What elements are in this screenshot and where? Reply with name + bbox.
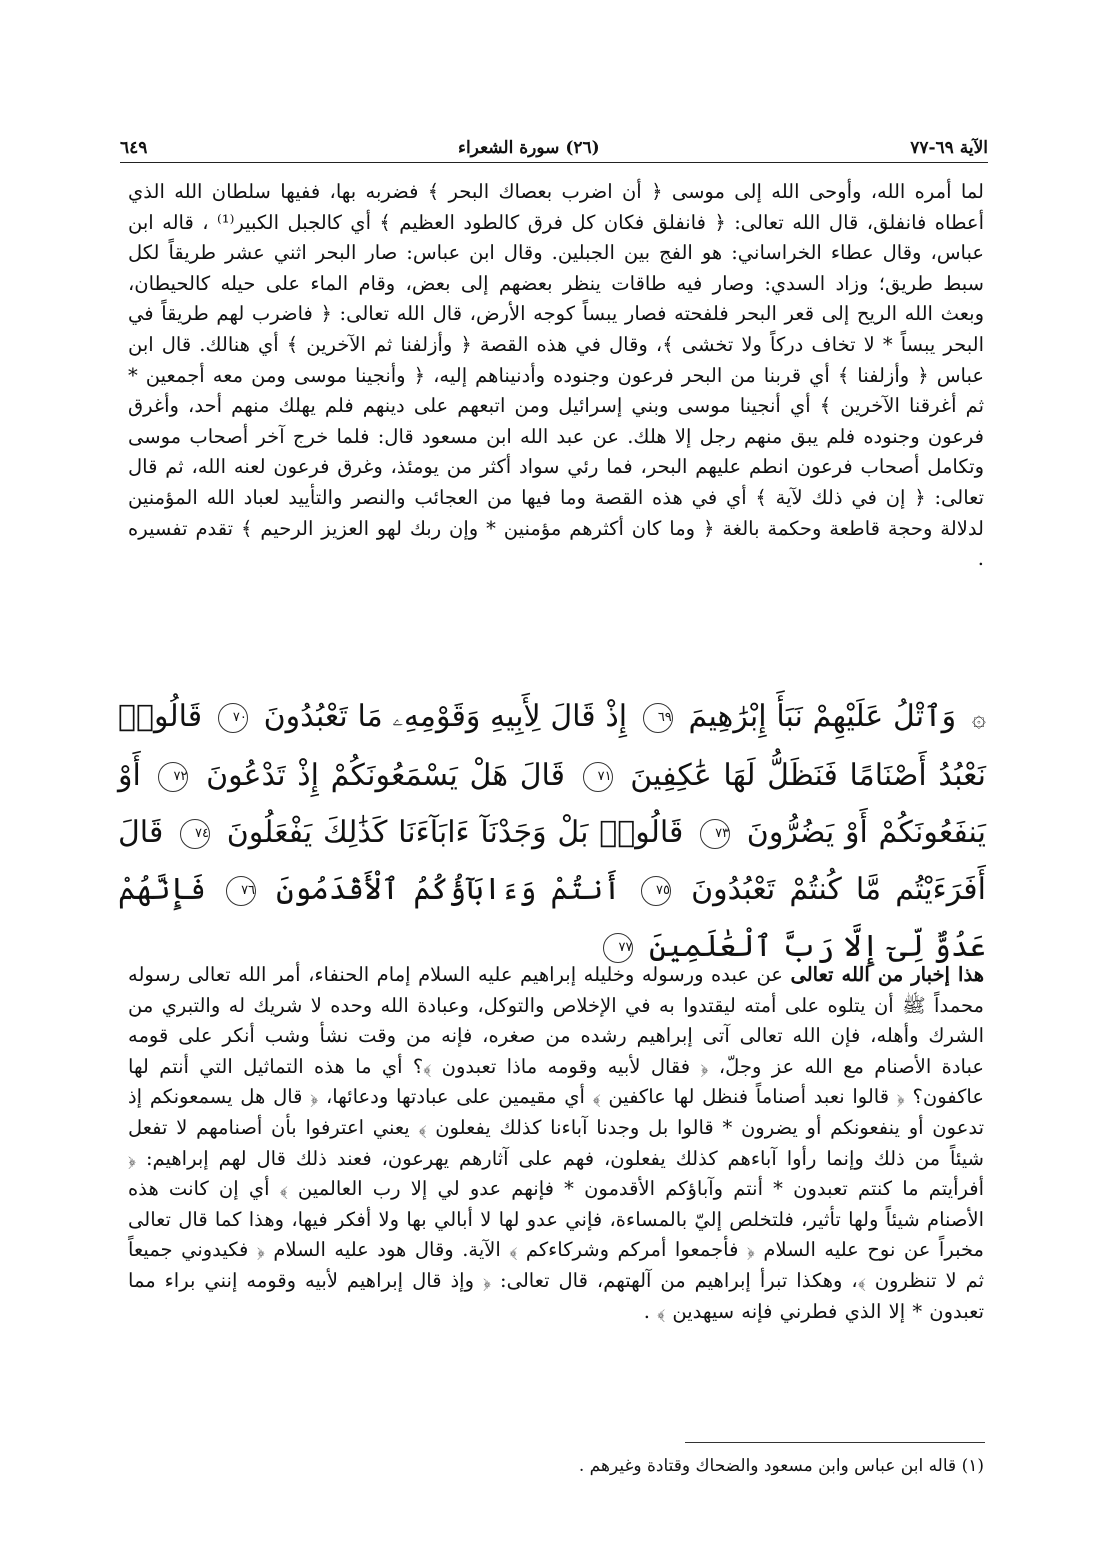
page-number: ٦٤٩	[120, 138, 148, 158]
ayah-number-marker: ٧٦	[226, 876, 256, 906]
footnote-divider	[685, 1442, 985, 1443]
surah-title: (٢٦) سورة الشعراء	[457, 138, 600, 158]
ayah-number-marker: ٦٩	[643, 703, 673, 733]
ayah-text: أَنتُمْ وَءَابَآؤُكُمُ ٱلْأَقْدَمُونَ	[276, 872, 621, 907]
ayah-text: أَوْ يَنفَعُونَكُمْ أَوْ يَضُرُّونَ	[118, 758, 986, 850]
ayah-number-marker: ٧٢	[158, 762, 188, 792]
ayah	[141, 758, 565, 793]
ayat-list	[118, 699, 986, 964]
ayah-number-marker: ٧٤	[180, 819, 210, 849]
tafsir-paragraph-2	[128, 960, 984, 1327]
ayah	[163, 815, 683, 850]
ayah-text: وَٱتْلُ عَلَيْهِمْ نَبَأَ إِبْرَٰهِيمَ	[688, 699, 957, 734]
ayah-text: إِذْ قَالَ لِأَبِيهِ وَقَوْمِهِۦ مَا تَعْبُدُونَ	[263, 699, 628, 734]
footnote: (١) قاله ابن عباس وابن مسعود والضحاك وقتادة وغيرهم .	[578, 1456, 984, 1476]
page-header	[120, 128, 988, 158]
ayah-text: قَالَ أَفَرَءَيْتُم مَّا كُنتُمْ تَعْبُدُونَ	[118, 815, 986, 907]
ayah-number-marker: ٧٧	[603, 933, 633, 963]
paragraph-body: عن عبده ورسوله وخليله إبراهيم عليه السلام إمام الحنفاء، أمر الله تعالى رسوله محمداً ﷺ أن يتلوه على أمته ليقتدوا به في الإخلاص والتوكل، وعبادة الله وحده لا شريك له والتبري من الشرك وأهله، فإن الله تعالى آتى إبراهيم رشده من صغره، فإنه من وقت نشأ وشب أنكر على قومه عبادة الأصنام مع الله عز وجلّ، ﴿ فقال لأبيه وقومه ماذا تعبدون ﴾؟ أي ما هذه التماثيل التي أنتم لها عاكفون؟ ﴿ قالوا نعبد أصناماً فنظل لها عاكفين ﴾ أي مقيمين على عبادتها ودعائها، ﴿ قال هل يسمعونكم إذ تدعون أو ينفعونكم أو يضرون * قالوا بل وجدنا آباءنا كذلك يفعلون ﴾ يعني اعترفوا بأن أصنامهم لا تفعل شيئاً من ذلك وإنما رأوا آباءهم كذلك يفعلون، فهم على آثارهم يهرعون، فعند ذلك قال لهم إبراهيم: ﴿ أفرأيتم ما كنتم تعبدون * أنتم وآباؤكم الأقدمون * فإنهم عدو لي إلا رب العالمين ﴾ أي إن كانت هذه الأصنام شيئاً ولها تأثير، فلتخلص إليّ بالمساءة، فإني عدو لها لا أبالي بها ولا أفكر فيها، وهذا كما قال تعالى مخبراً عن نوح عليه السلام ﴿ فأجمعوا أمركم وشركاءكم ﴾ الآية. وقال هود عليه السلام ﴿ فكيدوني جميعاً ثم لا تنظرون ﴾، وهكذا تبرأ إبراهيم من آلهتهم، قال تعالى: ﴿ وإذ قال إبراهيم لأبيه وقومه إنني براء مما تعبدون * إلا الذي فطرني فإنه سيهدين ﴾ .	[128, 963, 984, 1323]
ayah-number-marker: ٧١	[583, 762, 613, 792]
ayah-text: قَالَ هَلْ يَسْمَعُونَكُمْ إِذْ تَدْعُونَ	[206, 758, 565, 793]
quran-verses-block	[118, 688, 986, 975]
ayah-text: فَإِنَّهُمْ عَدُوٌّ لِّىٓ إِلَّا رَبَّ ٱلْعَٰلَمِينَ	[118, 872, 986, 964]
verse-range: الآية ٦٩-٧٧	[910, 138, 988, 158]
tafsir-paragraph-1	[128, 177, 984, 575]
header-divider	[120, 162, 988, 163]
ayah-number-marker: ٧٣	[700, 819, 730, 849]
ayah-number-marker: ٧٠	[218, 703, 248, 733]
ayah	[627, 699, 956, 734]
paragraph-text: لما أمره الله، وأوحى الله إلى موسى ﴿ أن اضرب بعصاك البحر ﴾ فضربه بها، ففيها سلطان الله الذي أعطاه فانفلق، قال الله تعالى: ﴿ فانفلق فكان كل فرق كالطود العظيم ﴾ أي كالجبل الكبير⁽¹⁾ ، قاله ابن عباس، وقال عطاء الخراساني: هو الفج بين الجبلين. وقال ابن عباس: صار البحر اثني عشر طريقاً لكل سبط طريق؛ وزاد السدي: وصار فيه طاقات ينظر بعضهم إلى بعض، وقام الماء على حيله كالحيطان، وبعث الله الريح إلى قعر البحر فلفحته فصار يبساً كوجه الأرض، قال الله تعالى: ﴿ فاضرب لهم طريقاً في البحر يبساً * لا تخاف دركاً ولا تخشى ﴾، وقال في هذه القصة ﴿ وأزلفنا ثم الآخرين ﴾ أي هنالك. قال ابن عباس ﴿ وأزلفنا ﴾ أي قربنا من البحر فرعون وجنوده وأدنيناهم إليه، ﴿ وأنجينا موسى ومن معه أجمعين * ثم أغرقنا الآخرين ﴾ أي أنجينا موسى وبني إسرائيل ومن اتبعهم على دينهم فلم يهلك منهم أحد، وأغرق فرعون وجنوده فلم يبق منهم رجل إلا هلك. عن عبد الله ابن مسعود قال: فلما خرج آخر أصحاب موسى وتكامل أصحاب فرعون انطم عليهم البحر، فما رئي سواد أكثر من يومئذ، وغرق فرعون لعنه الله، ثم قال تعالى: ﴿ إن في ذلك لآية ﴾ أي في هذه القصة وما فيها من العجائب والنصر والتأييد لعباد الله المؤمنين لدلالة وحجة قاطعة وحكمة بالغة ﴿ وما كان أكثرهم مؤمنين * وإن ربك لهو العزيز الرحيم ﴾ تقدم تفسيره .	[128, 180, 984, 571]
ayah-text: قَالُوا۟ نَعْبُدُ أَصْنَامًا فَنَظَلُّ لَهَا عَٰكِفِينَ	[118, 699, 986, 793]
ayah	[202, 699, 627, 734]
paragraph-lead: هذا إخبار من الله تعالى	[790, 963, 984, 986]
rub-el-hizb-icon: ۞	[971, 704, 986, 732]
ayah-text: قَالُوا۟ بَلْ وَجَدْنَآ ءَابَآءَنَا كَذَٰلِكَ يَفْعَلُونَ	[226, 815, 684, 850]
ayah	[206, 872, 621, 907]
ayah-number-marker: ٧٥	[641, 876, 671, 906]
paragraph-text	[128, 960, 984, 1327]
